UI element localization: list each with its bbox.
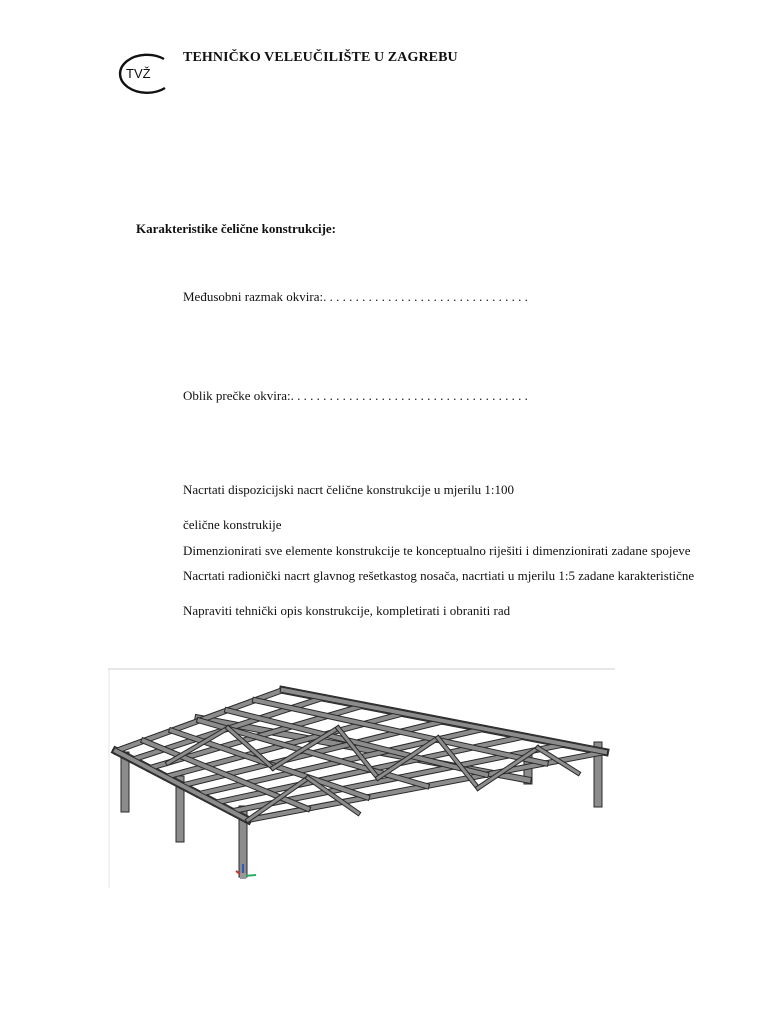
logo-text: TVŽ: [126, 66, 151, 81]
steel-structure-figure: [108, 668, 615, 888]
task-item: čelične konstrukije: [183, 517, 282, 532]
crossbar-shape-field: Oblik prečke okvira:. . . . . . . . . . . . . . . . . . . . . . . . . . . . . . . . . . . . .: [183, 388, 528, 403]
section-heading: Karakteristike čelične konstrukcije:: [136, 221, 337, 236]
task-item: Nacrtati radionički nacrt glavnog rešetkastog nosača, nacrtiati u mjerilu 1:5 zadane karakteristične: [183, 568, 695, 583]
task-item: Dimenzionirati sve elemente konstrukcije te konceptualno riješiti i dimenzionirati zadane spojeve: [183, 543, 691, 558]
frame-spacing-field: Međusobni razmak okvira:. . . . . . . . . . . . . . . . . . . . . . . . . . . . . . . .: [183, 289, 528, 304]
task-item: Napraviti tehnički opis konstrukcije, kompletirati i obraniti rad: [183, 603, 511, 618]
task-item: Nacrtati dispozicijski nacrt čelične konstrukcije u mjerilu 1:100: [183, 482, 515, 497]
steel-frame-structure: [116, 690, 605, 873]
institution-title: TEHNIČKO VELEUČILIŠTE U ZAGREBU: [183, 50, 458, 65]
institution-logo: [112, 50, 174, 96]
